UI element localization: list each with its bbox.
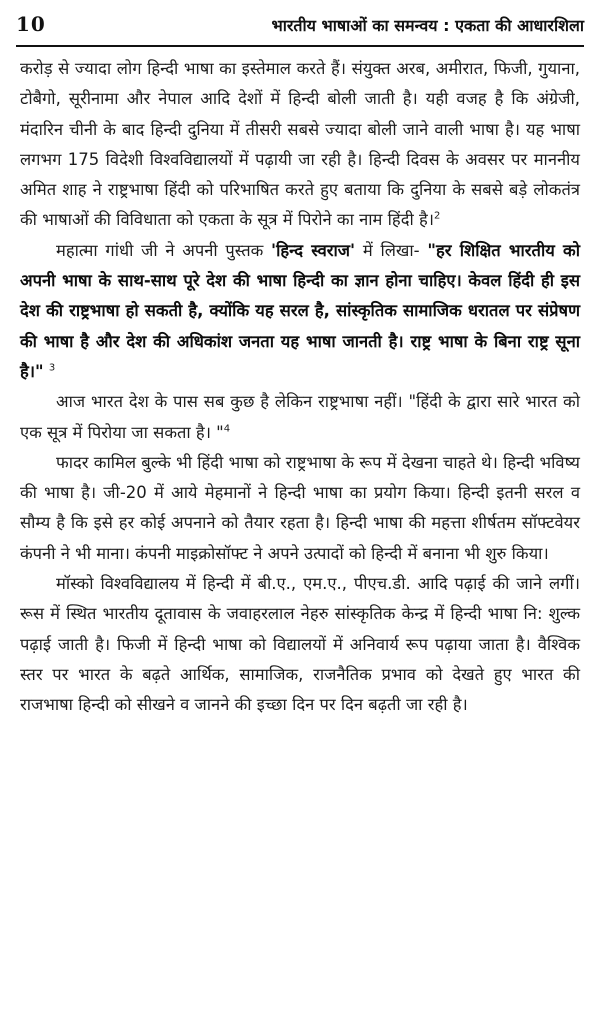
- paragraph-4: [20, 448, 580, 569]
- footnote-ref-2: 2: [434, 210, 441, 222]
- paragraph-5: [20, 569, 580, 720]
- page-header: [16, 12, 584, 40]
- paragraph-1: [20, 54, 580, 236]
- paragraph-5-text: मॉस्को विश्वविद्यालय में हिन्दी में बी.ए., एम.ए., पीएच.डी. आदि पढ़ाई की जाने लगीं। रूस में स्थित भारतीय दूतावास के जवाहरलाल नेहरु सांस्कृतिक केन्द्र में हिन्दी भाषा नि: शुल्क पढ़ाई जाती है। फिजी में हिन्दी भाषा को विद्यालयों में अनिवार्य रूप पढ़ाया जाता है। वैश्विक स्तर पर भारत के बढ़ते आर्थिक, सामाजिक, राजनैतिक प्रभाव को देखते हुए भारत की राजभाषा हिन्दी को सीखने व जानने की इच्छा दिन पर दिन बढ़ती जा रही है।: [20, 574, 580, 715]
- paragraph-2-lead: महात्मा गांधी जी ने अपनी पुस्तक: [56, 240, 272, 260]
- paragraph-3-text: आज भारत देश के पास सब कुछ है लेकिन राष्ट्रभाषा नहीं। "हिंदी के द्वारा सारे भारत को एक सूत्र में पिरोया जा सकता है। ": [20, 392, 580, 442]
- paragraph-2: [20, 236, 580, 387]
- body-text: [20, 54, 580, 721]
- paragraph-2-mid: में लिखा-: [355, 240, 428, 260]
- paragraph-3: [20, 387, 580, 448]
- gandhi-quote: "हर शिक्षित भारतीय को अपनी भाषा के साथ-साथ पूरे देश की भाषा हिन्दी का ज्ञान होना चाहिए। केवल हिंदी ही इस देश की राष्ट्रभाषा हो सकती है, क्योंकि यह सरल है, सांस्कृतिक सामाजिक धरातल पर संप्रेषण की भाषा है और देश की अधिकांश जनता यह भाषा जानती है। राष्ट्र भाषा के बिना राष्ट्र सूना है।": [20, 240, 580, 381]
- book-title: 'हिन्द स्वराज': [271, 240, 356, 260]
- footnote-ref-4: 4: [223, 423, 231, 435]
- header-divider: [16, 45, 584, 47]
- page-number: 10: [16, 12, 46, 36]
- paragraph-4-text: फादर कामिल बुल्के भी हिंदी भाषा को राष्ट्रभाषा के रूप में देखना चाहते थे। हिन्दी भविष्य की भाषा है। जी-20 में आये मेहमानों ने हिन्दी भाषा का प्रयोग किया। हिन्दी इतनी सरल व सौम्य है कि इसे हर कोई अपनाने को तैयार रहता है। हिन्दी भाषा की महत्ता शीर्षतम सॉफ्टवेयर कंपनी ने भी माना। कंपनी माइक्रोसॉफ्ट ने अपने उत्पादों को हिन्दी में बनाना भी शुरु किया।: [20, 452, 580, 563]
- paragraph-1-text: करोड़ से ज्यादा लोग हिन्दी भाषा का इस्तेमाल करते हैं। संयुक्त अरब, अमीरात, फिजी, गुयाना, टोबैगो, सूरीनामा और नेपाल आदि देशों में हिन्दी बोली जाती है। यही वजह है कि अंग्रेजी, मंदारिन चीनी के बाद हिन्दी दुनिया में तीसरी सबसे ज्यादा बोली जाने वाली भाषा है। यह भाषा लगभग 175 विदेशी विश्वविद्यालयों में पढ़ायी जा रही है। हिन्दी दिवस के अवसर पर माननीय अमित शाह ने राष्ट्रभाषा हिंदी को परिभाषित करते हुए बताया कि दुनिया के सबसे बड़े लोकतंत्र की भाषाओं की विविधाता को एकता के सूत्र में पिरोने का नाम हिंदी है।: [20, 59, 580, 230]
- running-title: भारतीय भाषाओं का समन्वय : एकता की आधारशिला: [271, 16, 584, 35]
- footnote-ref-3: 3: [48, 362, 56, 374]
